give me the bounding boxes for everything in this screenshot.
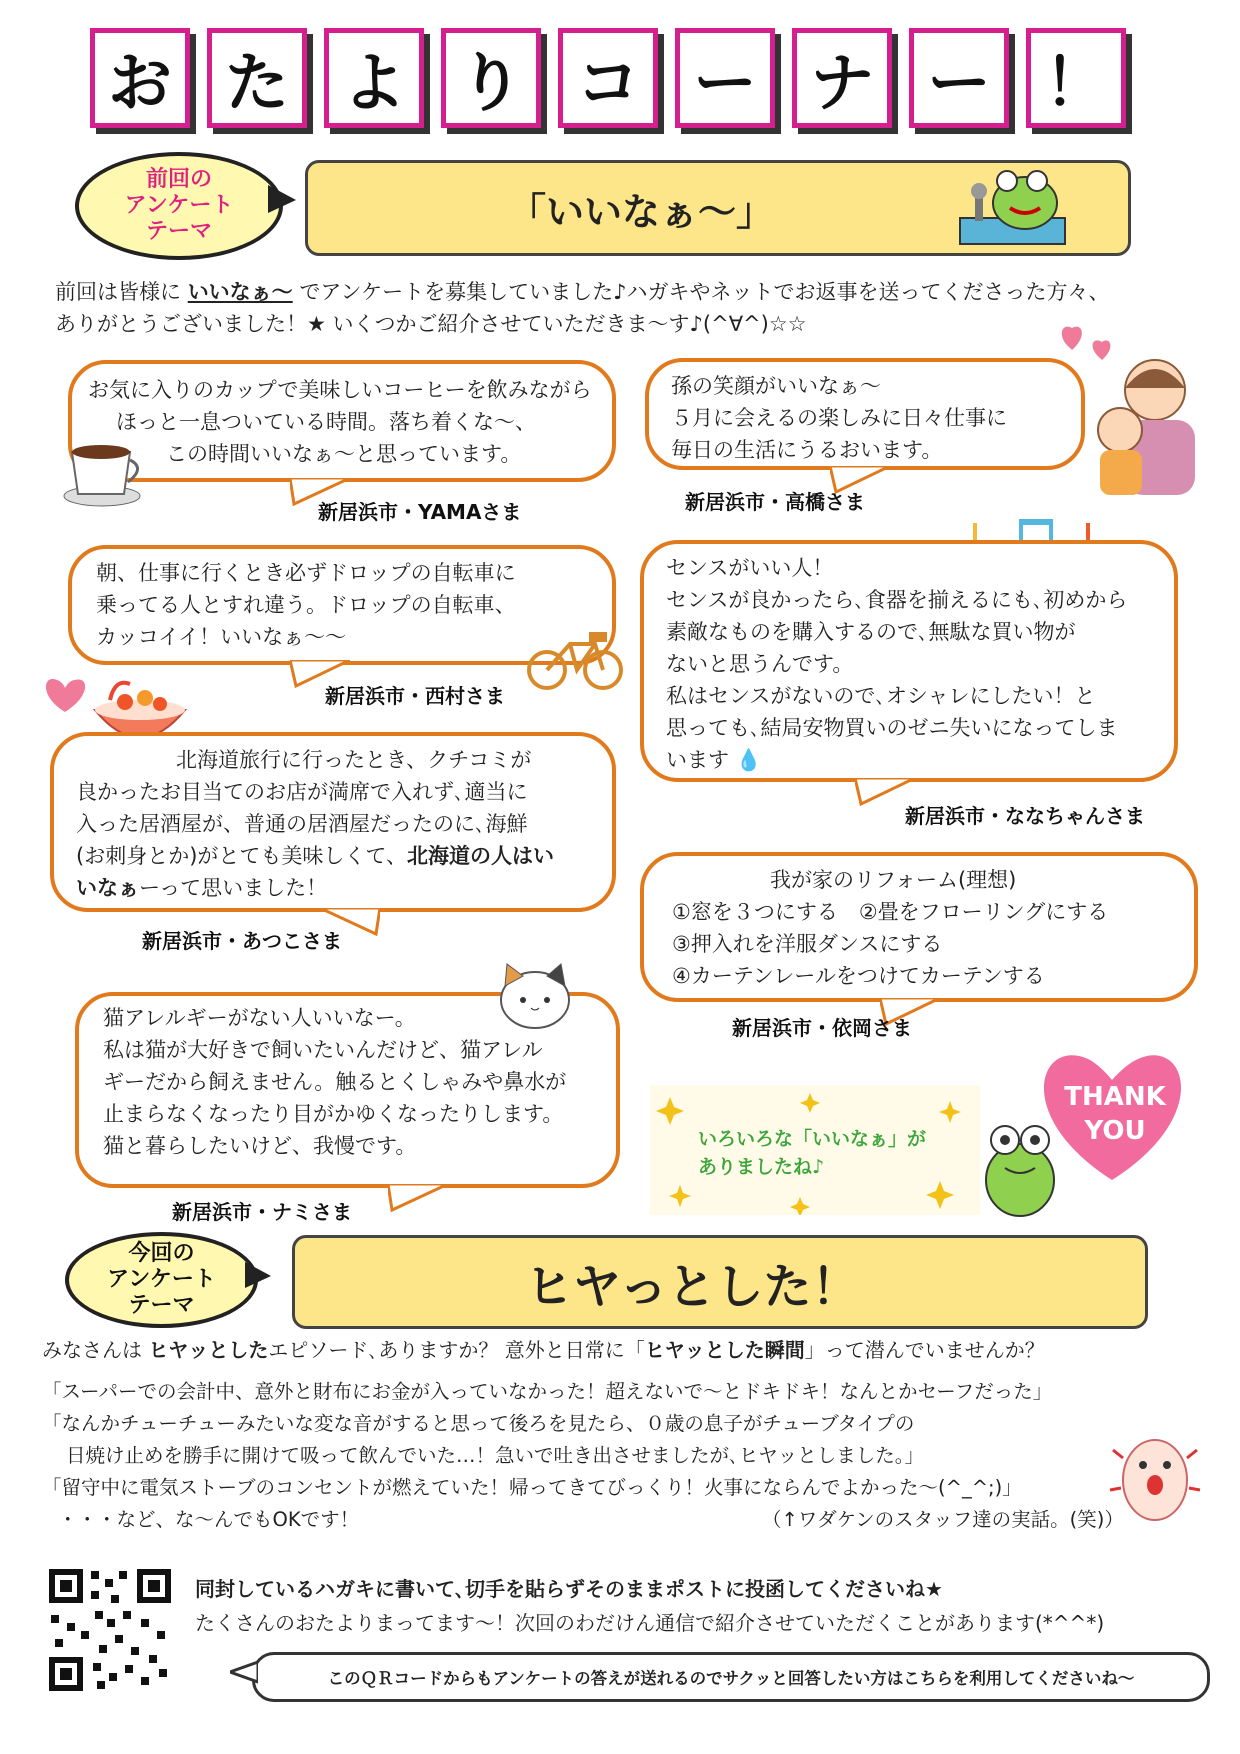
entry-bubble-nami: 猫アレルギーがない人いいなー。 私は猫が大好きで飼いたいんだけど、猫アレル ギーだから飼えません。触るとくしゃみや鼻水が 止まらなくなったり目がかゆくなったりします。 猫と暮らしたいけど、我慢です。 [75, 992, 620, 1188]
bubble-tail [230, 1660, 258, 1684]
footer-text: 同封しているハガキに書いて､切手を貼らずそのままポストに投函してくださいね★ たくさんのおたよりまってます～！次回のわだけん通信で紹介させていただくことがあります(*^^*) [195, 1577, 1105, 1635]
heart-icon [35, 670, 95, 715]
entry-signature: 新居浜市・高橋さま [685, 490, 865, 514]
theme-highlight: いいなぁ～ [187, 280, 293, 304]
frog-mic-icon [955, 163, 1075, 247]
surprised-character-icon [1105, 1420, 1205, 1530]
entry-signature: 新居浜市・ななちゃんさま [905, 804, 1145, 828]
title-char: り [441, 28, 541, 128]
title-char: ー [675, 28, 775, 128]
title-char: コ [558, 28, 658, 128]
entry-bubble-yama: お気に入りのカップで美味しいコーヒーを飲みながら ほっと一息ついている時間。落ち着くな～、 この時間いいなぁ～と思っています。 [68, 360, 616, 482]
prev-theme-label [75, 152, 283, 260]
entry-signature: 新居浜市・あつこさま [142, 929, 342, 953]
sparkle-text: いろいろな「いいなぁ」が ありましたね♪ [698, 1128, 927, 1178]
entry-bubble-yorioka: 我が家のリフォーム(理想) ①窓を３つにする ②畳をフローリングにする ③押入れを洋服ダンスにする ④カーテンレールをつけてカーテンする [640, 852, 1198, 1002]
thank-you-text: THANK YOU [1064, 1082, 1166, 1146]
next-question: みなさんは ヒヤッとしたエピソード､ありますか？ 意外と日常に「ヒヤッとした瞬間」って潜んでいませんか？ [42, 1338, 1045, 1362]
label-line: アンケート [124, 193, 234, 218]
bubble-tail [388, 1184, 448, 1214]
next-examples: 「スーパーでの会計中、意外と財布にお金が入っていなかった！超えないで～とドキドキ！なんとかセーフだった」 「なんかチューチューみたいな変な音がすると思って後ろを見たら、０歳の息子がチューブタイプの 日焼け止めを勝手に開けて吸って飲んでいた…！急いで吐き出させましたが､ヒヤッとしました。」 「留守中に電気ストーブのコンセントが燃えていた！帰ってきてびっくり！火事にならんでよかった～(^_^;)」 ・・・など、な～んでもOKです！ （↑ワダケンのスタッフ達の実話。(笑)） [42, 1380, 1124, 1531]
entry-bubble-nishimura: 朝、仕事に行くとき必ずドロップの自転車に 乗ってる人とすれ違う。ドロップの自転車、 カッコイイ！いいなぁ～～ [68, 545, 616, 665]
coffee-cup-icon [60, 430, 150, 510]
next-theme-label: 今回の アンケート テーマ [65, 1232, 258, 1328]
sweat-drop-icon: 💧 [735, 748, 762, 772]
sparkle-box [650, 1085, 980, 1215]
bicycle-icon [525, 622, 625, 692]
next-theme-title: ヒヤっとした！ [525, 1258, 860, 1315]
entry-signature: 新居浜市・依岡さま [732, 1016, 912, 1040]
page-title [90, 28, 1140, 138]
intro-text: 前回は皆様に いいなぁ～ でアンケートを募集していました♪ハガキやネットでお返事を送ってくださった方々、 ありがとうございました！★ いくつかご紹介させていただきま～す♪(^∀^)☆☆ [55, 280, 1110, 336]
title-char: よ [324, 28, 424, 128]
title-char: ナ [792, 28, 892, 128]
qr-code [45, 1565, 175, 1695]
entry-signature: 新居浜市・西村さま [325, 684, 505, 708]
title-char: た [207, 28, 307, 128]
grandma-child-icon [1075, 350, 1205, 500]
entry-signature: 新居浜市・YAMAさま [318, 500, 522, 524]
entry-signature: 新居浜市・ナミさま [172, 1200, 352, 1224]
qr-note-bubble: このＱＲコードからもアンケートの答えが送れるのでサクッと回答したい方はこちらを利用してくださいね～ [252, 1652, 1210, 1702]
label-line: テーマ [145, 219, 212, 244]
cat-face-icon [495, 960, 575, 1030]
title-char: ー [909, 28, 1009, 128]
label-line: 前回の [145, 167, 212, 192]
entry-bubble-atsuko: 北海道旅行に行ったとき、クチコミが 良かったお目当てのお店が満席で入れず､適当に 入った居酒屋が、普通の居酒屋だったのに､海鮮 (お刺身とか)がとても美味しくて、北海道の人はい いなぁーって思いました！ [50, 732, 616, 912]
title-char: お [90, 28, 190, 128]
entry-bubble-nanachan: センスがいい人！ センスが良かったら､食器を揃えるにも､初めから 素敵なものを購入するので､無駄な買い物が ないと思うんです。 私はセンスがないので､オシャレにしたい！と 思っても､結局安物買いのゼニ失いになってしま います 💧 [640, 540, 1178, 782]
next-theme-box [292, 1235, 1148, 1329]
label-pointer [268, 185, 298, 215]
entry-bubble-takahashi: 孫の笑顔がいいなぁ～ ５月に会えるの楽しみに日々仕事に 毎日の生活にうるおいます。 [645, 358, 1085, 470]
title-char: ！ [1026, 28, 1126, 128]
prev-theme-title: 「いいなぁ～」 [508, 189, 775, 234]
label-pointer [245, 1262, 275, 1292]
